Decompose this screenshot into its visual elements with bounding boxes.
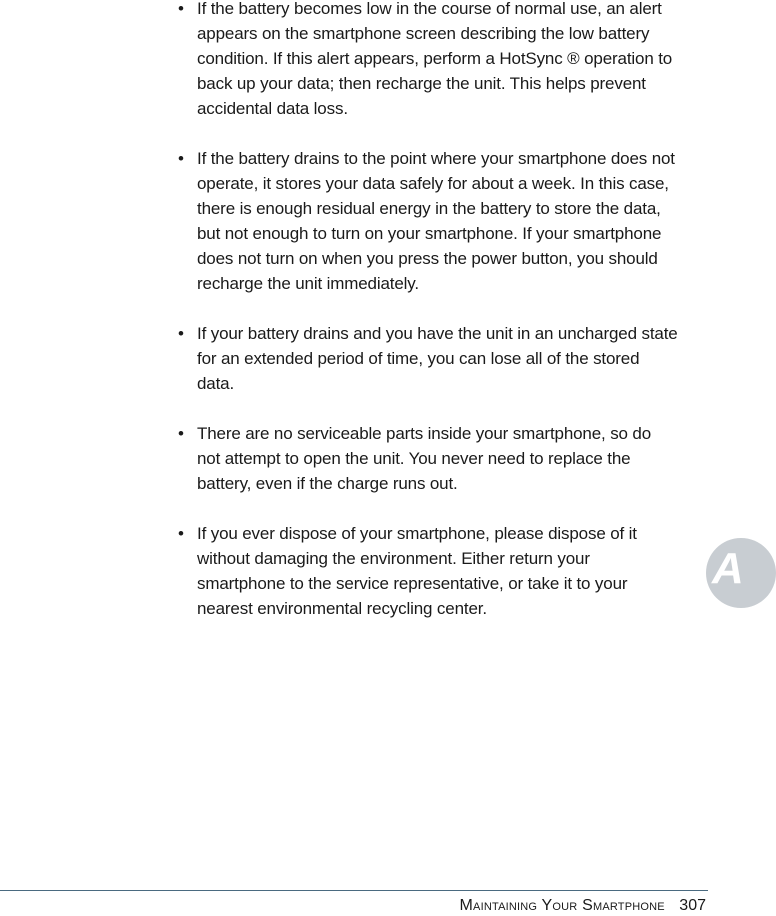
footer-divider [0,890,708,891]
bullet-text: If your battery drains and you have the unit in an uncharged state for an extended period of time, you can lose all of the stored data. [197,324,678,393]
bullet-item [178,521,678,621]
bullet-item [178,321,678,396]
bullet-text: If the battery drains to the point where your smartphone does not operate, it stores your data safely for about a week. In this case, there is enough residual energy in the battery to store the data, but not enough to turn on your smartphone. If your smartphone does not turn on when you press the power button, you should recharge the unit immediately. [197,149,675,293]
bullet-item [178,421,678,496]
bullet-item [178,146,678,296]
page-number: 307 [679,897,706,914]
footer-title: Maintaining Your Smartphone [459,897,665,914]
bullet-text: There are no serviceable parts inside your smartphone, so do not attempt to open the unit. You never need to replace the battery, even if the charge runs out. [197,424,652,493]
section-tab [706,538,776,608]
bullet-dot: • [178,524,184,543]
bullet-item [178,0,678,121]
bullet-dot: • [178,424,184,443]
bullet-text: If the battery becomes low in the course of normal use, an alert appears on the smartphone screen describing the low battery condition. If this alert appears, perform a HotSync ® operation to back up your data; then recharge the unit. This helps prevent accidental data loss. [197,0,673,118]
section-tab-letter: A [712,544,744,593]
bullet-text: If you ever dispose of your smartphone, please dispose of it without damaging the environment. Either return your smartphone to the service representative, or take it to your nearest environmental recycling center. [197,524,637,618]
bullet-dot: • [178,324,184,343]
page-footer [460,896,707,916]
bullet-dot: • [178,0,184,18]
bullet-dot: • [178,149,184,168]
bullet-list [178,0,678,646]
